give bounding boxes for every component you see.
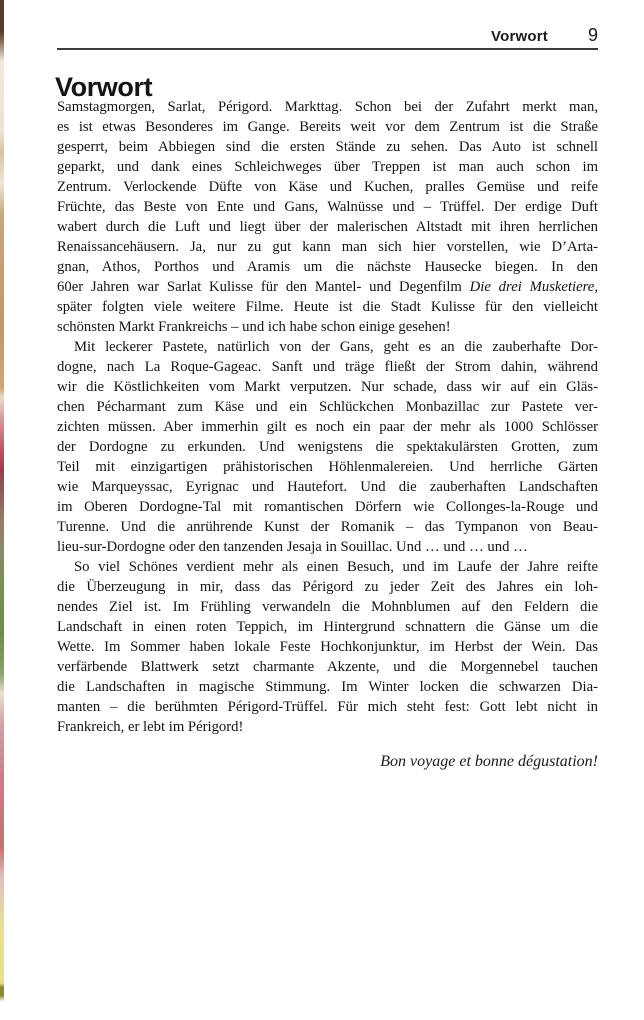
text-segment: zichten müssen. Aber immerhin gilt es noch ein paar der mehr als 1000 Schlösser	[57, 419, 598, 435]
text-line	[57, 317, 598, 337]
text-line	[57, 557, 598, 577]
text-segment: die Landschaften in magische Stimmung. Im Winter locken die schwarzen Dia-	[57, 679, 598, 695]
header-rule	[57, 48, 598, 50]
text-segment: Turenne. Und die anrührende Kunst der Romanik – das Tympanon von Beau-	[57, 519, 598, 535]
text-line	[57, 717, 598, 737]
text-line	[57, 97, 598, 117]
paragraph	[57, 337, 598, 557]
text-segment: Zentrum. Verlockende Düfte von Käse und Kuchen, pralles Gemüse und reife	[57, 179, 598, 195]
text-line	[57, 457, 598, 477]
text-segment: Samstagmorgen, Sarlat, Périgord. Markttag. Schon bei der Zufahrt merkt man,	[57, 99, 598, 115]
text-segment: Früchte, das Beste von Ente und Gans, Walnüsse und – Trüffel. Der erdige Duft	[57, 199, 598, 215]
text-line	[57, 137, 598, 157]
text-line	[57, 217, 598, 237]
text-segment: So viel Schönes verdient mehr als einen Besuch, und im Laufe der Jahre reifte	[74, 559, 598, 575]
text-segment: im Oberen Dordogne-Tal mit romantischen Dörfern wie Collonges-la-Rouge und	[57, 499, 598, 515]
text-segment: geparkt, und dank eines Schleichweges über Treppen ist man auch schon im	[57, 159, 598, 175]
text-segment: lieu-sur-Dordogne oder den tanzenden Jesaja in Souillac. Und … und … und …	[57, 539, 528, 555]
text-segment: die Überzeugung in mir, dass das Périgord zu jeder Zeit des Jahres ein loh-	[57, 579, 598, 595]
text-line	[57, 697, 598, 717]
text-segment: der Dordogne zu erkunden. Und wenigstens die spektakulärsten Grotten, zum	[57, 439, 598, 455]
italic-text: Die drei Musketiere	[469, 279, 595, 295]
text-line	[57, 477, 598, 497]
text-segment: Teil mit einzigartigen prähistorischen Höhlenmalereien. Und herrliche Gärten	[57, 459, 598, 475]
text-segment: Frankreich, er lebt im Périgord!	[57, 719, 244, 735]
text-segment: gesperrt, beim Abbiegen sind die ersten Stände zu sehen. Das Auto ist schnell	[57, 139, 598, 155]
page-edge-strip	[0, 0, 4, 1020]
text-segment: verfärbende Blattwerk setzt charmante Akzente, und die Morgennebel tauchen	[57, 659, 598, 675]
text-segment: Renaissancehäusern. Ja, nur zu gut kann man sich hier vorstellen, wie D’Arta-	[57, 239, 598, 255]
paragraph	[57, 557, 598, 737]
text-line	[57, 637, 598, 657]
text-line	[57, 337, 598, 357]
text-line	[57, 177, 598, 197]
text-line	[57, 517, 598, 537]
text-segment: schönsten Markt Frankreichs – und ich habe schon einige gesehen!	[57, 319, 451, 335]
text-line	[57, 197, 598, 217]
header-section-label: Vorwort	[491, 28, 548, 45]
text-segment: es ist etwas Besonderes im Gange. Bereits weit vor dem Zentrum ist die Straße	[57, 119, 598, 135]
running-header	[57, 25, 598, 46]
text-line	[57, 297, 598, 317]
text-segment: wir die Köstlichkeiten vom Markt verputzen. Nur schade, dass wir auf ein Gläs-	[57, 379, 598, 395]
text-line	[57, 617, 598, 637]
page-title: Vorwort	[55, 72, 153, 103]
text-line	[57, 537, 598, 557]
text-line	[57, 417, 598, 437]
text-segment: dogne, nach La Roque-Gageac. Sanft und träge fließt der Strom dahin, während	[57, 359, 598, 375]
text-line	[57, 357, 598, 377]
text-line	[57, 277, 598, 297]
text-segment: manten – die berühmten Périgord-Trüffel. Für mich steht fest: Gott lebt nicht in	[57, 699, 598, 715]
text-segment: gnan, Athos, Porthos und Aramis um die nächste Hausecke biegen. In den	[57, 259, 598, 275]
text-line	[57, 597, 598, 617]
signoff-line: Bon voyage et bonne dégustation!	[380, 753, 598, 770]
text-line	[57, 677, 598, 697]
text-line	[57, 377, 598, 397]
page-number: 9	[587, 25, 598, 45]
text-line	[57, 157, 598, 177]
text-segment: Mit leckerer Pastete, natürlich von der Gans, geht es an die zauberhafte Dor-	[74, 339, 598, 355]
text-segment: Wette. Im Sommer haben lokale Feste Hochkonjunktur, im Herbst der Wein. Das	[57, 639, 598, 655]
text-segment: nendes Ziel ist. Im Frühling verwandeln die Mohnblumen auf den Feldern die	[57, 599, 598, 615]
text-segment: chen Pécharmant zum Käse und ein Schlückchen Monbazillac zur Pastete ver-	[57, 399, 598, 415]
text-line	[57, 437, 598, 457]
text-segment: wabert durch die Luft und liegt über der malerischen Altstadt mit ihren herrlichen	[57, 219, 598, 235]
text-segment: ,	[594, 279, 598, 295]
text-line	[57, 257, 598, 277]
text-line	[57, 117, 598, 137]
text-line	[57, 657, 598, 677]
body-text	[57, 97, 598, 737]
text-line	[57, 577, 598, 597]
text-segment: wie Marqueyssac, Eyrignac und Hautefort. Und die zauberhaften Landschaften	[57, 479, 598, 495]
text-line	[57, 497, 598, 517]
text-segment: 60er Jahren war Sarlat Kulisse für den Mantel- und Degenfilm	[57, 279, 470, 295]
text-segment: später folgten viele weitere Filme. Heute ist die Stadt Kulisse für den vielleicht	[57, 299, 598, 315]
text-line	[57, 237, 598, 257]
text-segment: Landschaft in einen roten Teppich, im Hintergrund schnattern die Gänse um die	[57, 619, 598, 635]
paragraph	[57, 97, 598, 337]
text-line	[57, 397, 598, 417]
